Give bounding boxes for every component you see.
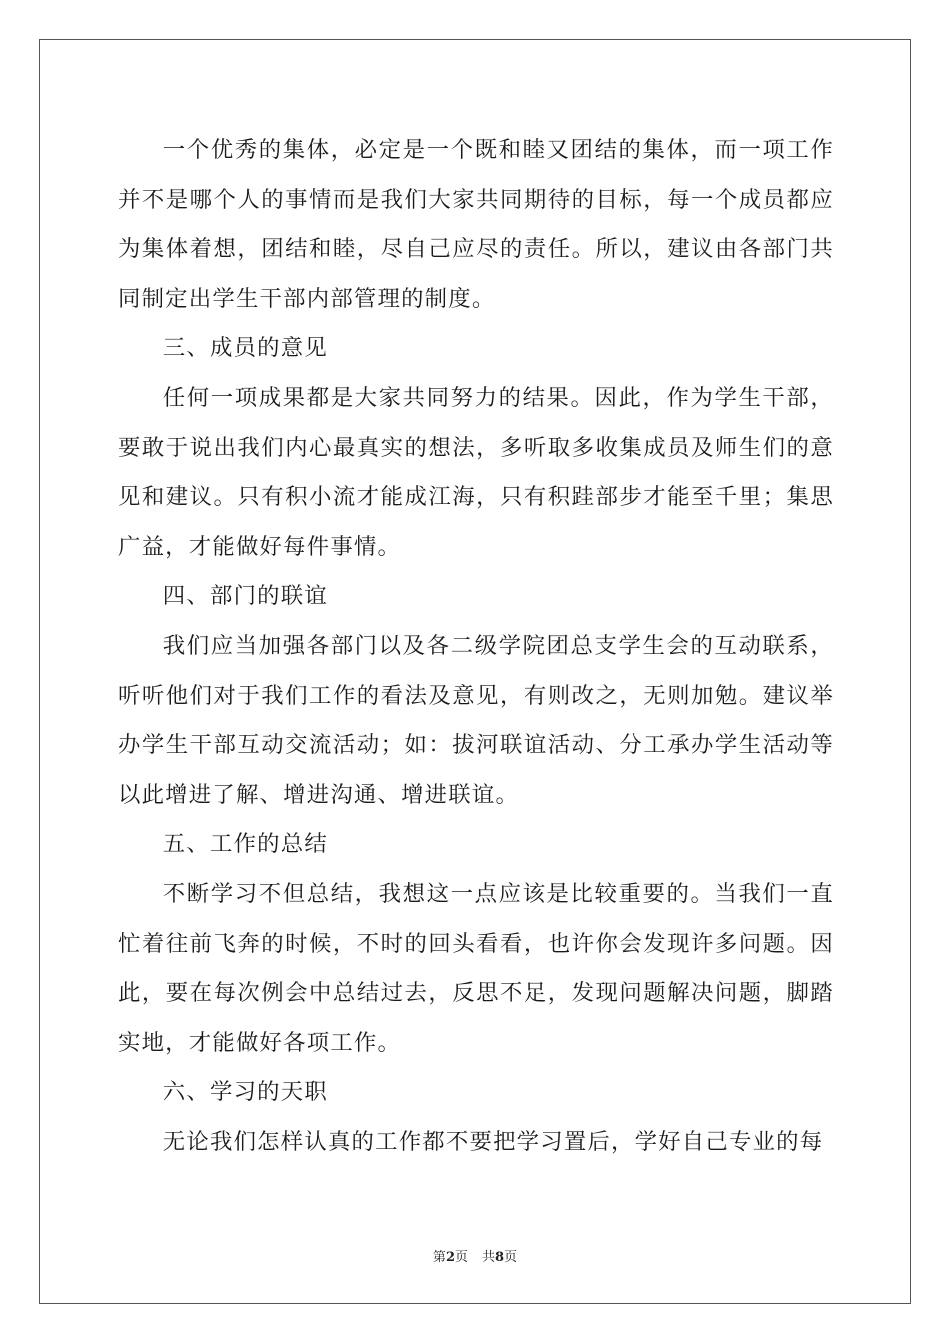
current-page-number: 2	[445, 1250, 455, 1265]
document-body	[118, 126, 834, 1167]
total-page-count: 8	[495, 1250, 505, 1265]
paragraph-1: 一个优秀的集体，必定是一个既和睦又团结的集体，而一项工作并不是哪个人的事情而是我们大家共同期待的目标，每一个成员都应为集体着想，团结和睦，尽自己应尽的责任。所以，建议由各部门共同制定出学生干部内部管理的制度。	[118, 137, 834, 312]
total-suffix: 页	[504, 1250, 518, 1265]
paragraph-4: 不断学习不但总结，我想这一点应该是比较重要的。当我们一直忙着往前飞奔的时候，不时的回头看看，也许你会发现许多问题。因此，要在每次例会中总结过去，反思不足，发现问题解决问题，脚踏实地，才能做好各项工作。	[118, 880, 834, 1056]
page-footer	[0, 1246, 950, 1265]
section-heading-5: 五、工作的总结	[162, 831, 328, 858]
page-suffix: 页	[454, 1250, 468, 1265]
section-heading-3: 三、成员的意见	[162, 335, 328, 362]
section-heading-6: 六、学习的天职	[162, 1079, 328, 1106]
section-heading-4: 四、部门的联谊	[162, 583, 328, 610]
paragraph-2: 任何一项成果都是大家共同努力的结果。因此，作为学生干部，要敢于说出我们内心最真实的想法，多听取多收集成员及师生们的意见和建议。只有积小流才能成江海，只有积跬部步才能至千里；集思广益，才能做好每件事情。	[118, 384, 834, 560]
total-prefix: 共	[482, 1250, 496, 1265]
page-prefix: 第	[432, 1250, 446, 1265]
paragraph-5: 无论我们怎样认真的工作都不要把学习置后，学好自己专业的每	[162, 1128, 824, 1155]
paragraph-3: 我们应当加强各部门以及各二级学院团总支学生会的互动联系，听听他们对于我们工作的看法及意见，有则改之，无则加勉。建议举办学生干部互动交流活动；如：拔河联谊活动、分工承办学生活动等以此增进了解、增进沟通、增进联谊。	[118, 632, 834, 808]
